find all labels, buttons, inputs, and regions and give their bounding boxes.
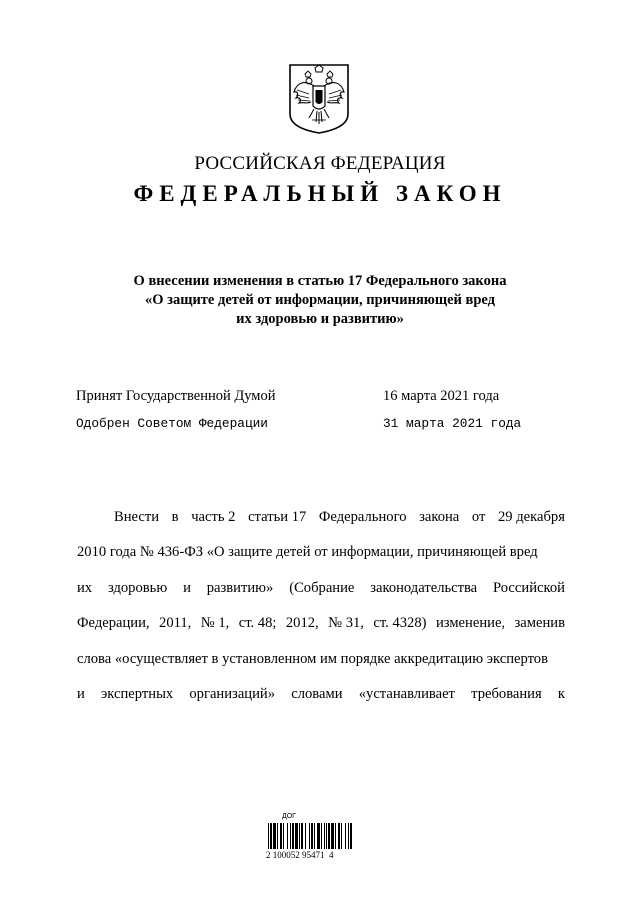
law-title [90, 272, 550, 329]
word: словами [291, 686, 343, 703]
barcode-bar [345, 823, 346, 849]
word: «устанавливает [358, 686, 455, 703]
barcode-bar [326, 823, 327, 849]
word: здоровью [107, 579, 168, 596]
word: (Собрание [289, 579, 355, 596]
word: 2011, [159, 615, 192, 632]
approved-by-council-label: Одобрен Советом Федерации [76, 416, 268, 431]
barcode-bar [305, 823, 306, 849]
barcode-bar [301, 823, 303, 849]
barcode-bar [290, 823, 291, 849]
barcode-bar [335, 823, 336, 849]
barcode-bar [268, 823, 269, 849]
paragraph-line [77, 606, 565, 641]
word: в [171, 509, 179, 525]
barcode-number: 2 100052 95471 4 [266, 850, 334, 860]
barcode-bar [324, 823, 325, 849]
word: статьи 17 [248, 509, 307, 525]
word: 2010 года № 436-ФЗ «О защите детей от информации, причиняющей вред [77, 544, 538, 561]
barcode-bar [280, 823, 282, 849]
paragraph-line [77, 535, 565, 570]
word: экспертных [101, 686, 174, 703]
barcode-bar [328, 823, 330, 849]
barcode-bar [350, 823, 352, 849]
word: от [471, 509, 486, 525]
barcode-bar [270, 823, 272, 849]
word: к [557, 686, 565, 703]
law-title-line: О внесении изменения в статью 17 Федерального закона [133, 273, 507, 289]
law-body-paragraph [77, 500, 565, 712]
word: требования [471, 686, 542, 703]
word: развитию» [206, 579, 274, 596]
word: № 31, [328, 615, 364, 632]
word: Российской [493, 579, 565, 596]
barcode-bar [338, 823, 340, 849]
paragraph-line [77, 500, 565, 535]
coat-of-arms-emblem [287, 62, 351, 136]
barcode-bar [273, 823, 276, 849]
barcode-bar [287, 823, 288, 849]
adopted-by-duma-date: 16 марта 2021 года [383, 388, 500, 404]
barcode-bar [311, 823, 313, 849]
word: Внести [114, 509, 160, 525]
word: изменение, [435, 615, 506, 632]
barcode-bar [295, 823, 298, 849]
barcode-bar [348, 823, 349, 849]
paragraph-line [77, 677, 565, 712]
word: часть 2 [191, 509, 236, 525]
word: их [77, 579, 93, 596]
word: и [77, 686, 85, 703]
word: закона [419, 509, 460, 525]
barcode-bar [341, 823, 342, 849]
word: Федерального [318, 509, 407, 525]
barcode-bar [299, 823, 300, 849]
barcode-bar [331, 823, 334, 849]
word: № 1, [200, 615, 230, 632]
barcode-bar [321, 823, 322, 849]
paragraph-line [77, 571, 565, 606]
barcode-top-label: ДОГ [282, 813, 296, 820]
adopted-by-duma-label: Принят Государственной Думой [76, 388, 276, 404]
barcode-bar [317, 823, 320, 849]
law-title-line: «О защите детей от информации, причиняющей вред [144, 292, 496, 308]
word: 2012, [285, 615, 319, 632]
barcode-bars [266, 823, 354, 849]
word: организаций» [189, 686, 276, 703]
barcode-bar [277, 823, 278, 849]
barcode-bar [314, 823, 315, 849]
word: 29 декабря [498, 509, 565, 525]
word: ст. 4328) [373, 615, 427, 632]
country-name: РОССИЙСКАЯ ФЕДЕРАЦИЯ [194, 153, 446, 174]
word: законодательства [370, 579, 478, 596]
word: ст. 48; [238, 615, 277, 632]
barcode-bar [283, 823, 284, 849]
paragraph-line [77, 642, 565, 677]
approved-by-council-date: 31 марта 2021 года [383, 416, 522, 431]
word: и [183, 579, 191, 596]
barcode-bar [309, 823, 310, 849]
word: Федерации, [77, 615, 150, 632]
word: слова «осуществляет в установленном им порядке аккредитацию экспертов [77, 650, 548, 667]
law-title-line: их здоровью и развитию» [236, 311, 404, 327]
document-type: ФЕДЕРАЛЬНЫЙ ЗАКОН [133, 181, 507, 206]
barcode [266, 813, 354, 873]
barcode-bar [292, 823, 294, 849]
word: заменив [514, 615, 565, 632]
